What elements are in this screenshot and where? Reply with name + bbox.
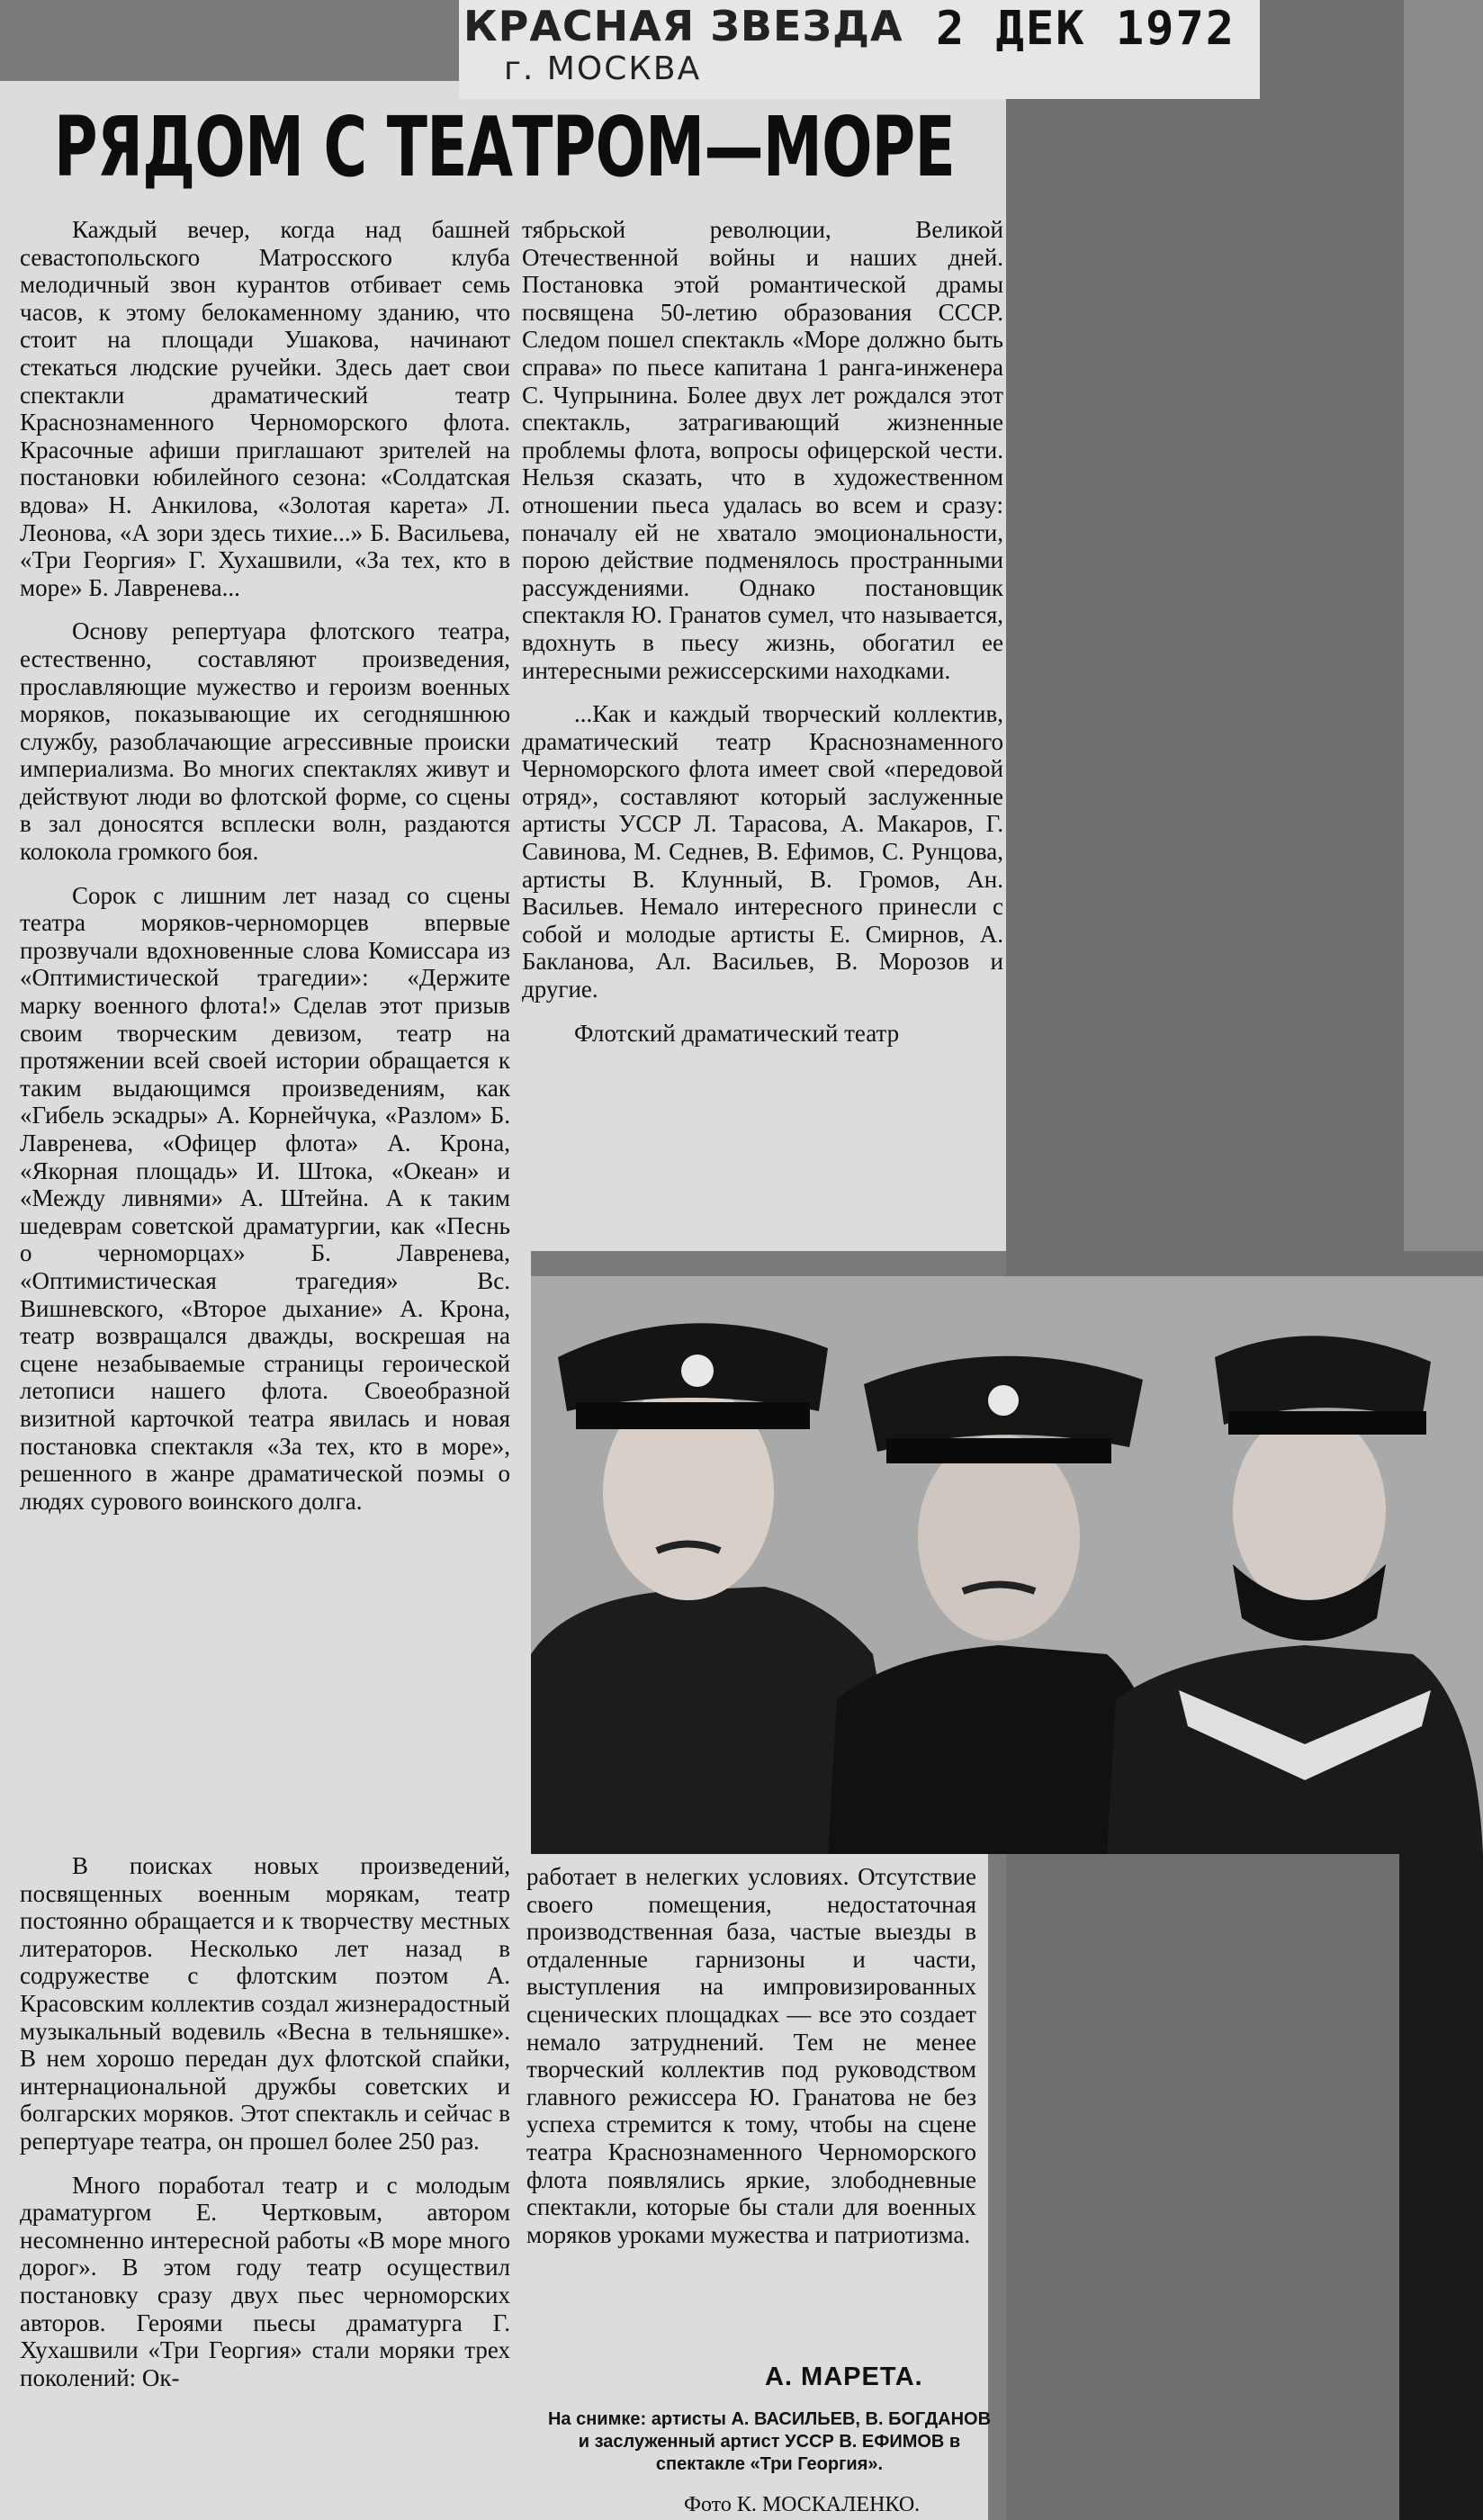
article-column-2 (522, 216, 1003, 1047)
article-headline: РЯДОМ С ТЕАТРОМ—МОРЕ (54, 99, 956, 195)
article-column-3 (526, 1863, 976, 2248)
paragraph: работает в нелегких условиях. Отсутствие своего помещения, недостаточная производственная база, частые выезды в отдаленные гарнизоны и части, выступления на импровизированных сценических площадках — все это создает немало затруднений. Тем не менее творческий коллектив под руководством главного режиссера Ю. Гранатова не без успеха стремится к тому, чтобы на сцене театра Краснознаменного Черноморского флота появлялись яркие, злободневные спектакли, которые бы стали для военных моряков уроками мужества и патриотизма. (526, 1863, 976, 2248)
stamp-newspaper-name: КРАСНАЯ ЗВЕЗДА (463, 2, 903, 50)
paragraph: Основу репертуара флотского театра, естественно, составляют произведения, прославляющие мужество и героизм военных моряков, показывающие их сегодняшнюю службу, разоблачающие агрессивные происки империализма. Во многих спектаклях живут и действуют люди во флотской форме, со сцены в зал доносятся всплески волн, раздаются колокола громкого боя. (20, 617, 510, 866)
stamp-date: 2 ДЕК 1972 (936, 2, 1236, 56)
article-author: А. МАРЕТА. (765, 2362, 923, 2391)
paragraph: Флотский драматический театр (574, 1019, 900, 1047)
paragraph: Каждый вечер, когда над башней севастопольского Матросского клуба мелодичный звон курантов отбивает семь часов, к этому белокаменному зданию, что стоит на площади Ушакова, начинают стекаться людские ручейки. Здесь дает свои спектакли драматический театр Краснознаменного Черноморского флота. Красочные афиши приглашают зрителей на постановки юбилейного сезона: «Солдатская вдова» Н. Анкилова, «Золотая карета» Л. Леонова, «А зори здесь тихие...» Б. Васильева, «Три Георгия» Г. Хухашвили, «За тех, кто в море» Б. Лавренева... (20, 216, 510, 601)
paragraph: ...Как и каждый творческий коллектив, драматический театр Краснознаменного Черноморского флота имеет свой «передовой отряд», составляют который заслуженные артисты УССР Л. Тарасова, А. Макаров, Г. Савинова, М. Седнев, В. Ефимов, С. Рунцова, артисты В. Клунный, В. Громов, Ан. Васильев. Немало интересного принесли с собой и молодые артисты Е. Смирнов, А. Бакланова, Ал. Васильев, В. Морозов и другие. (522, 700, 1003, 1004)
paragraph: Сорок с лишним лет назад со сцены театра моряков-черноморцев впервые прозвучали вдохновенные слова Комиссара из «Оптимистической трагедии»: «Держите марку военного флота!» Сделав этот призыв своим творческим девизом, театр на протяжении всей своей истории обращается к таким выдающимся произведениям, как «Гибель эскадры» А. Корнейчука, «Разлом» Б. Лавренева, «Офицер флота» А. Крона, «Якорная площадь» И. Штока, «Океан» и «Между ливнями» А. Штейна. А к таким шедеврам советской драматургии, как «Песнь о черноморцах» Б. Лавренева, «Оптимистическая трагедия» Вс. Вишневского, «Второе дыхание» А. Крона, театр возвращался дважды, воскрешая на сцене незабываемые страницы героической летописи нашего флота. Своеобразной визитной карточкой театра явилась и новая постановка спектакля «За тех, кто в море», решенного в жанре драматической поэмы о людях сурового воинского долга. (20, 881, 510, 1515)
paragraph: В поисках новых произведений, посвященных военным морякам, театр постоянно обращается и к творчеству местных литераторов. Несколько лет назад в содружестве с флотским поэтом А. Красовским коллектив создал жизнерадостный музыкальный водевиль «Весна в тельняшке». В нем хорошо передан дух флотской спайки, интернациональной дружбы советских и болгарских моряков. Этот спектакль и сейчас в репертуаре театра, он прошел более 250 раз. (20, 1852, 510, 2155)
article-column-1 (20, 216, 510, 1515)
scan-background-dark (1399, 1836, 1483, 2520)
stamp-city: г. МОСКВА (504, 50, 702, 87)
paragraph: Много поработал театр и с молодым драматургом Е. Чертковым, автором несомненно интересной работы «В море много дорог». В этом году театр осуществил постановку сразу двух пьес черноморских авторов. Героями пьесы драматурга Г. Хухашвили «Три Георгия» стали моряки трех поколений: Ок- (20, 2171, 510, 2391)
photo-credit: Фото К. МОСКАЛЕНКО. (684, 2493, 921, 2516)
paragraph: тябрьской революции, Великой Отечественной войны и наших дней. Постановка этой романтической драмы посвящена 50-летию образования СССР. Следом пошел спектакль «Море должно быть справа» по пьесе капитана 1 ранга-инженера С. Чупрынина. Более двух лет рождался этот спектакль, затрагивающий жизненные проблемы флота, вопросы офицерской чести. Нельзя сказать, что в художественном отношении пьеса удалась во всем и сразу: поначалу ей не хватало эмоциональности, порою действие подменялось пространными рассуждениями. Однако постановщик спектакля Ю. Гранатов сумел, что называется, вдохнуть в пьесу жизнь, обогатил ее интересными режиссерскими находками. (522, 216, 1003, 684)
photo-caption: На снимке: артисты А. ВАСИЛЬЕВ, В. БОГДАНОВ и заслуженный артист УССР В. ЕФИМОВ в спектакле «Три Георгия». (547, 2409, 992, 2474)
article-column-1-continued (20, 1852, 510, 2391)
article-photo (531, 1276, 1483, 1854)
scan-background-strip (1404, 0, 1483, 1251)
